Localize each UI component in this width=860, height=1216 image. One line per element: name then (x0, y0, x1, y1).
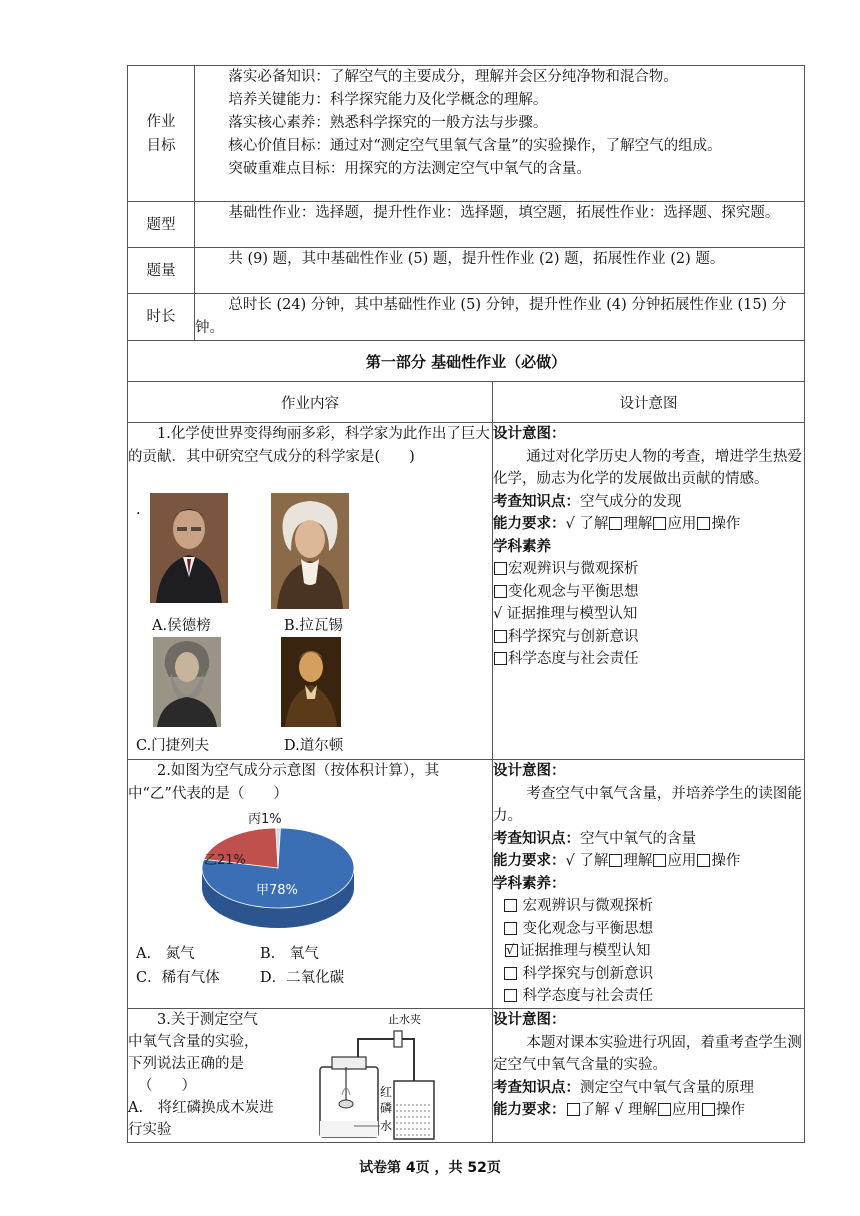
question-3 (128, 1009, 493, 1143)
pie-label-jia: 甲78% (256, 883, 298, 898)
ability-checkbox[interactable] (653, 517, 666, 530)
q3-design: 设计意图： 本题对课本实验进行巩固，着重考查学生测定空气中氧气含量的实验。 考查知识点：测定空气中氧气含量的原理 能力要求： 了解 √ 理解 应用 操作 (493, 1009, 805, 1143)
ability-checkbox[interactable] (702, 1103, 715, 1116)
mendeleev-portrait (153, 637, 221, 727)
literacy-checkbox[interactable] (504, 899, 517, 912)
q1-option-d: D.道尔顿 (284, 738, 344, 754)
ability-checkbox[interactable] (658, 1103, 671, 1116)
count-text: 共 (9) 题，其中基础性作业 (5) 题，提升性作业 (2) 题，拓展性作业 (2) 题。 (195, 248, 805, 294)
beaker-icon (394, 1081, 434, 1139)
question-3-stem: 3.关于测定空气 中氧气含量的实验， 下列说法正确的是 （ ） A. 将红磷换成木炭进 行实验 (128, 1012, 274, 1138)
lavoisier-portrait (271, 493, 349, 609)
objectives-text: 落实必备知识：了解空气的主要成分，理解并会区分纯净物和混合物。 培养关键能力：科学探究能力及化学概念的理解。 落实核心素养：熟悉科学探究的一般方法与步骤。 核心价值目标：通过对“测定空气里氧气含量”的实验操作，了解空气的组成。 突破重难点目标：用探究的方法测定空气中氧气的含量。 (195, 66, 805, 202)
homework-table (127, 65, 805, 1143)
q2-options (136, 942, 344, 990)
literacy-checkbox[interactable] (504, 967, 517, 980)
q2-option-a: A. 氮气 (136, 946, 195, 962)
objectives-label: 作业 目标 (128, 66, 195, 202)
section-title: 第一部分 基础性作业（必做） (128, 341, 805, 382)
hou-debang-portrait (150, 493, 228, 603)
type-label: 题型 (128, 202, 195, 248)
literacy-checkbox[interactable] (504, 989, 517, 1002)
ability-checkbox[interactable] (609, 854, 622, 867)
svg-text:水: 水 (380, 1119, 393, 1133)
q1-option-c: C.门捷列夫 (136, 738, 210, 754)
ability-checkbox[interactable] (697, 854, 710, 867)
question-2-stem: 2.如图为空气成分示意图（按体积计算），其中“乙”代表的是（ ） (128, 763, 440, 802)
literacy-checkbox-checked[interactable] (505, 944, 518, 957)
clamp-label: 止水夹 (388, 1013, 421, 1026)
apparatus-diagram (318, 1009, 438, 1143)
svg-text:红: 红 (380, 1085, 393, 1099)
question-2 (128, 760, 493, 1009)
q2-option-b: B. 氧气 (260, 946, 319, 962)
type-text: 基础性作业：选择题，提升性作业：选择题，填空题，拓展性作业：选择题、探究题。 (195, 202, 805, 248)
col-header-content: 作业内容 (128, 382, 493, 423)
literacy-checkbox[interactable] (504, 922, 517, 935)
ability-checkbox[interactable] (609, 517, 622, 530)
q2-design: 设计意图： 考查空气中氧气含量，并培养学生的读图能力。 考查知识点：空气中氧气的含量 能力要求：√ 了解 理解 应用 操作 学科素养： 宏观辨识与微观探析 变化观念与平衡思想 √证据推理与模型认知 科学探究与创新意识 科学态度与社会责任 (493, 760, 805, 1009)
q2-option-c: C．稀有气体 (136, 970, 220, 986)
svg-text:磷: 磷 (380, 1101, 393, 1115)
literacy-checkbox[interactable] (494, 585, 507, 598)
clamp-icon (394, 1031, 402, 1047)
duration-label: 时长 (128, 294, 195, 341)
q2-option-d: D．二氧化碳 (260, 970, 345, 986)
literacy-checkbox[interactable] (494, 562, 507, 575)
q1-option-b: B.拉瓦锡 (284, 618, 343, 634)
q1-option-a: A.侯德榜 (152, 618, 211, 634)
q1-design: 设计意图： 通过对化学历史人物的考查，增进学生热爱化学，励志为化学的发展做出贡献的情感。 考查知识点：空气成分的发现 能力要求：√ 了解 理解 应用 操作 学科素养 宏观辨识与微观探析 变化观念与平衡思想 √ 证据推理与模型认知 科学探究与创新意识 科学态度与社会责任 (493, 423, 805, 760)
dalton-portrait (281, 637, 341, 727)
literacy-checkbox[interactable] (494, 630, 507, 643)
ability-checkbox[interactable] (567, 1103, 580, 1116)
question-1: 1.化学使世界变得绚丽多彩，科学家为此作出了巨大的贡献．其中研究空气成分的科学家是( ) . A.侯德榜 B.拉瓦锡 C.门捷列夫 D.道尔顿 (128, 423, 493, 760)
literacy-checkbox[interactable] (494, 652, 507, 665)
duration-text: 总时长 (24) 分钟，其中基础性作业 (5) 分钟，提升性作业 (4) 分钟拓展性作业 (15) 分钟。 (195, 294, 805, 341)
question-1-stem: 1.化学使世界变得绚丽多彩，科学家为此作出了巨大的贡献．其中研究空气成分的科学家是( ) (128, 426, 490, 465)
col-header-intent: 设计意图 (493, 382, 805, 423)
page-footer: 试卷第 4页 ，共 52页 (359, 1160, 501, 1176)
ability-checkbox[interactable] (697, 517, 710, 530)
count-label: 题量 (128, 248, 195, 294)
air-composition-pie (196, 810, 360, 928)
ability-checkbox[interactable] (653, 854, 666, 867)
pie-label-yi: 乙21% (204, 853, 246, 868)
pie-label-bing: 丙1% (248, 812, 282, 827)
